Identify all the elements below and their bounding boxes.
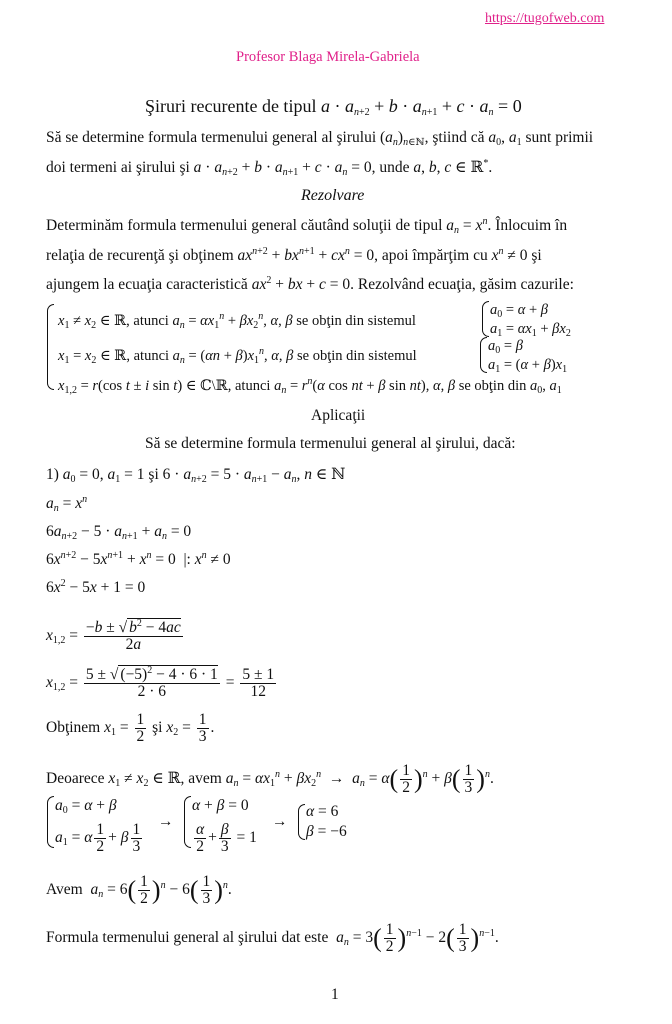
case-2-brace (480, 337, 487, 373)
eq-quadratic-formula: $x_{1,2}$ = $\frac{-b \pm √ b^2 - 4ac}{2a}$ (46, 618, 181, 653)
problem-text-d: doi termeni ai şirului şi (46, 159, 190, 176)
solution-text-c: relaţia de recurenţă şi obţinem (46, 247, 234, 264)
system-3-eq-b: β = −6 (306, 823, 347, 840)
rezolvare-heading: Rezolvare (301, 187, 365, 204)
avem-text: , avem (180, 770, 222, 788)
system-1-brace (47, 796, 54, 848)
author-name: Profesor Blaga Mirela-Gabriela (236, 49, 420, 65)
problem-text-c: sunt primii (525, 129, 594, 146)
solution-text-f: ajungem la ecuaţia caracteristică (46, 276, 248, 293)
case-2-eq-b: $a_1 = (\alpha + \beta)x_1$ (488, 357, 568, 375)
system-1-eq-b: $a_1 = \alpha$ $\frac{1}{2}$ + β $\frac{1}{3}$ (55, 821, 141, 855)
solution-text-d: , apoi împărţim cu (374, 247, 488, 264)
eq-substituted: $6x^{n+2} - 5x^{n+1} + x^n = 0$ |: $x^n \ne 0$ (46, 550, 231, 568)
page-title: Şiruri recurente de tipul $a \cdot a_{n+2} + b \cdot a_{n+1} + c \cdot a_n = 0$ (145, 96, 522, 118)
problem-text-b: , ştiind că (424, 129, 485, 146)
app-item-num: 1) (46, 466, 59, 483)
app-item-1: 1) $a_0 = 0$, $a_1 = 1$ şi $6 \cdot a_{n+2} = 5 \cdot a_{n+1} - a_n$, n ∈ ℕ (46, 466, 346, 485)
case-3-text: se obţin din (458, 378, 527, 394)
solution-line-1: Determinăm formula termenului general căutând soluţii de tipul $a_n = x^n$. Înlocuim în (46, 216, 568, 236)
solution-text-a: Determinăm formula termenului general căutând soluţii de tipul (46, 217, 443, 234)
cases-brace (47, 304, 54, 390)
solution-line-2: relaţia de recurenţă şi obţinem $ax^{n+2} + bx^{n+1} + cx^n = 0$, apoi împărţim cu $x^n \ne 0$ şi (46, 246, 542, 264)
case-2: $x_1 = x_2$ ∈ ℝ, atunci $a_n = (\alpha n + \beta)x_1^n$, α, β se obţin din sistemul (58, 346, 417, 366)
system-3-eq-a: α = 6 (306, 803, 339, 820)
system-2-eq-b: $\frac{\alpha}{2}$ + $\frac{\beta}{3}$ = 1 (196, 821, 257, 855)
arrow-1: → (158, 813, 174, 830)
solution-text-b: . Înlocuim în (487, 217, 568, 234)
case-3-atunci: , atunci (227, 378, 271, 394)
case-1: $x_1 \ne x_2$ ∈ ℝ, atunci $a_n = \alpha x_1^n + \beta x_2^n$, α, β se obţin din sistemul (58, 311, 416, 331)
final-text: Formula termenului general al şirului dat este (46, 929, 329, 947)
aplicatii-heading: Aplicaţii (311, 407, 366, 424)
arrow-2: → (272, 813, 288, 830)
case-2-sistem: se obţin din sistemul (297, 348, 417, 364)
eq-roots-computed: $x_{1,2}$ = $\frac{5 \pm √ (-5)^2 - 4 \cdot 6 \cdot 1}{2 \cdot 6}$ = $\frac{5 \pm 1}{12}$ (46, 665, 275, 700)
general-form: Deoarece $x_1 \ne x_2$ ∈ ℝ, avem $a_n = \alpha x_1^n + \beta x_2^n \to a_n = \alpha$( $\frac{1}{2}$ )$^n$ + β( $\frac{1}{3}$ )$^n$. (46, 762, 494, 796)
case-3: $x_{1,2} = r(\cos$ t ± i sin t) ∈ ℂ\ℝ, atunci $a_n = r^n(\alpha$ cos nt + β sin nt), α, β se obţin din $a_0$, $a_1$ (58, 376, 562, 396)
solution-text-g: . Rezolvând ecuaţia, găsim cazurile: (350, 276, 574, 293)
site-link[interactable]: https://tugofweb.com (485, 11, 605, 26)
solution-an: Avem $a_n = 6$( $\frac{1}{2}$ )$^n$ − 6( $\frac{1}{3}$ )$^n$. (46, 873, 232, 907)
case-1-brace (482, 301, 489, 337)
case-1-atunci: , atunci (126, 313, 169, 329)
case-1-eq-b: $a_1 = \alpha x_1 + \beta x_2$ (490, 321, 571, 339)
eq-recurrence: $6a_{n+2} - 5 \cdot a_{n+1} + a_n = 0$ (46, 523, 192, 542)
solution-line-3: ajungem la ecuaţia caracteristică $ax^2$ + bx + c = 0. Rezolvând ecuaţia, găsim cazurile: (46, 275, 574, 293)
eq-an-xn: $a_n = x^n$ (46, 494, 88, 514)
deoarece-text: Deoarece (46, 770, 105, 788)
case-2-eq-a: $a_0 = \beta$ (488, 338, 523, 356)
system-2-eq-a: α + β = 0 (192, 797, 249, 814)
aplicatii-subtitle: Să se determine formula termenului general al şirului, dacă: (145, 435, 516, 452)
case-1-sistem: se obţin din sistemul (296, 313, 416, 329)
final-formula: Formula termenului general al şirului dat este $a_n = 3$( $\frac{1}{2}$ )$^{n-1}$ − 2( $\frac{1}{3}$ )$^{n-1}$. (46, 921, 499, 955)
system-3-brace (298, 804, 305, 840)
system-2-brace (184, 796, 191, 848)
problem-line-1: Să se determine formula termenului general al şirului $(a_n)_{n\in ℕ}$, ştiind că $a_0$, $a_1$ sunt primii (46, 129, 594, 148)
case-2-atunci: , atunci (126, 348, 170, 364)
app-si-1: şi (148, 466, 159, 483)
problem-text-a: Să se determine formula termenului general al şirului (46, 129, 377, 146)
eq-characteristic: $6x^2 - 5x + 1 = 0$ (46, 578, 146, 596)
solution-text-e: şi (531, 247, 542, 264)
roots-result: Obţinem $x_1$ = $\frac{1}{2}$ şi $x_2$ = $\frac{1}{3}$ . (46, 711, 215, 745)
obtinem-text: Obţinem (46, 719, 101, 737)
case-1-eq-a: $a_0 = \alpha + \beta$ (490, 302, 548, 320)
problem-line-2: doi termeni ai şirului şi $a \cdot a_{n+2} + b \cdot a_{n+1} + c \cdot a_n = 0$, unde a, b, c ∈ ℝ*. (46, 158, 493, 178)
problem-text-e: , unde (371, 159, 410, 176)
title-text: Şiruri recurente de tipul (145, 96, 317, 116)
avem2-text: Avem (46, 881, 83, 899)
si-text: şi (152, 719, 163, 737)
system-1-eq-a: $a_0 = \alpha + \beta$ (55, 797, 117, 816)
page-number: 1 (331, 986, 339, 1003)
